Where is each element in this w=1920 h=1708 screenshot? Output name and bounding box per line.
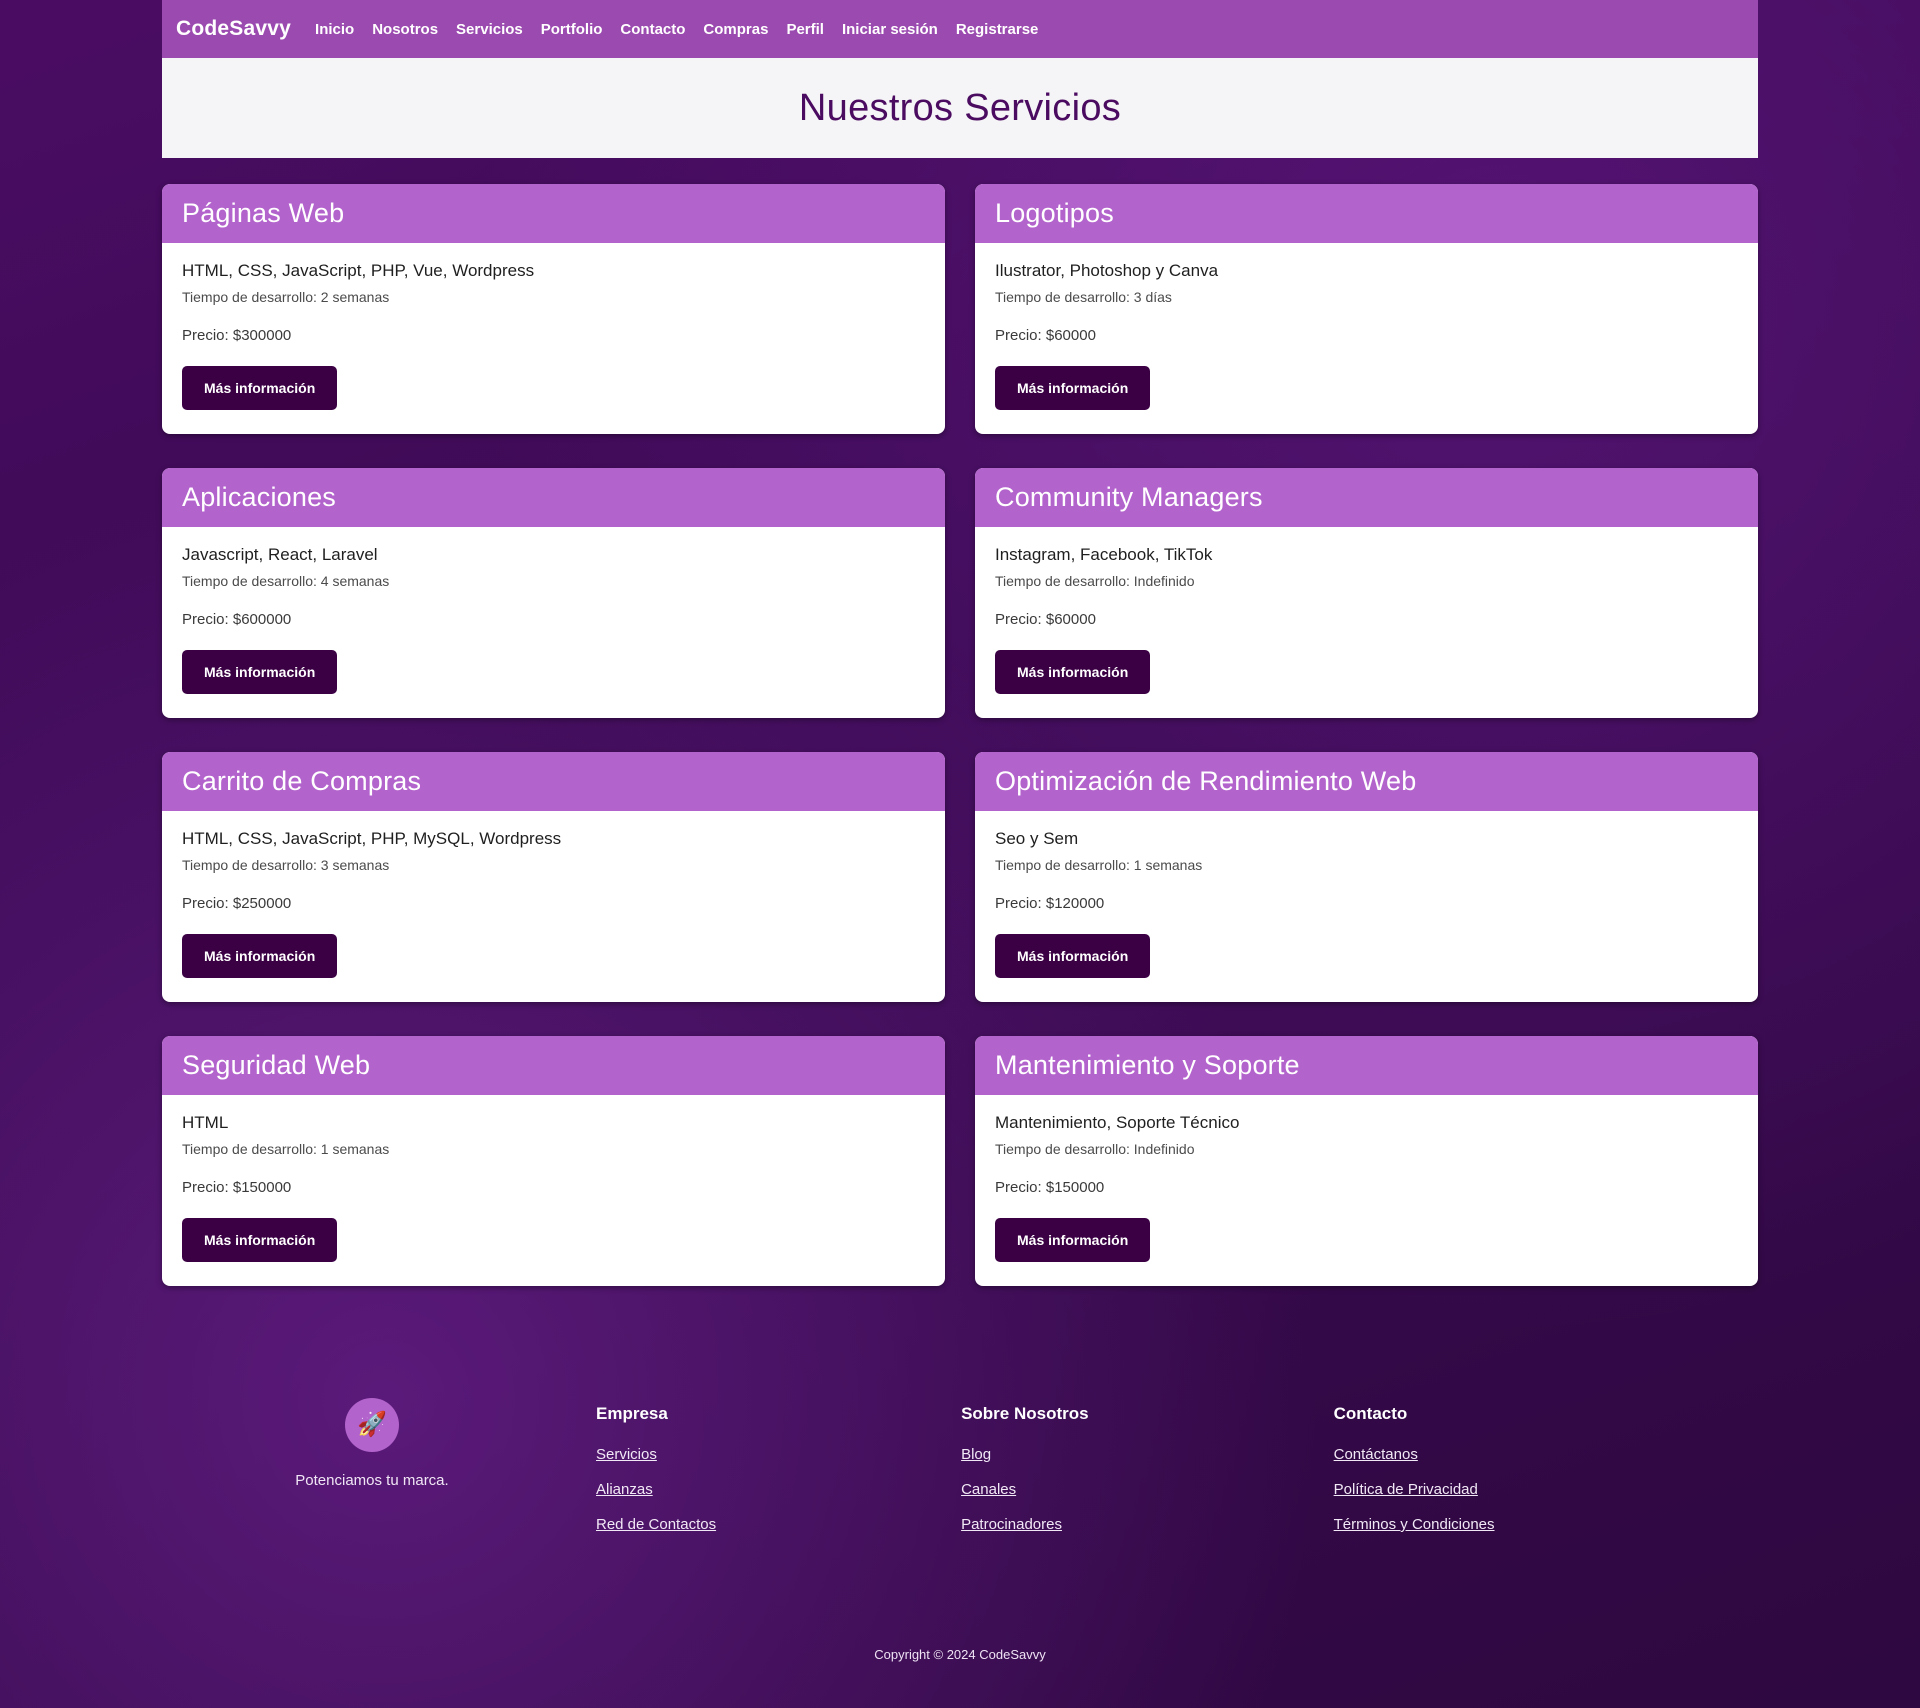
nav-item-compras[interactable]: Compras xyxy=(703,20,769,38)
site-footer xyxy=(0,1332,1920,1708)
service-card xyxy=(975,1036,1758,1286)
service-time: Tiempo de desarrollo: 3 semanas xyxy=(182,857,390,873)
copyright-text: Copyright © 2024 CodeSavvy xyxy=(874,1647,1046,1662)
service-card-body xyxy=(975,243,1758,434)
footer-link-contactanos[interactable]: Contáctanos xyxy=(1333,1446,1418,1463)
service-card-body xyxy=(162,527,945,718)
service-card-header xyxy=(975,184,1758,243)
more-info-button[interactable]: Más información xyxy=(182,650,337,694)
service-price: Precio: $300000 xyxy=(182,327,292,344)
service-card-body xyxy=(162,1095,945,1286)
nav-item-perfil[interactable]: Perfil xyxy=(786,20,824,38)
more-info-button[interactable]: Más información xyxy=(995,650,1150,694)
nav-item-iniciar-sesion[interactable]: Iniciar sesión xyxy=(841,20,938,38)
service-title: Páginas Web xyxy=(182,198,345,228)
more-info-button[interactable]: Más información xyxy=(182,366,337,410)
footer-column-contacto xyxy=(1334,1404,1495,1551)
service-card-header xyxy=(162,752,945,811)
service-card xyxy=(162,184,945,434)
service-card-body xyxy=(975,811,1758,1002)
rocket-icon xyxy=(345,1398,399,1452)
rocket-glyph: 🚀 xyxy=(357,1411,387,1438)
nav-item-servicios[interactable]: Servicios xyxy=(456,20,523,38)
service-card-header xyxy=(975,1036,1758,1095)
more-info-button[interactable]: Más información xyxy=(182,1218,337,1262)
nav-item-nosotros[interactable]: Nosotros xyxy=(372,20,439,38)
service-tech: HTML, CSS, JavaScript, PHP, MySQL, Wordpress xyxy=(182,829,562,848)
footer-column-sobre-nosotros xyxy=(961,1404,1089,1551)
more-info-button[interactable]: Más información xyxy=(995,934,1150,978)
more-info-button[interactable]: Más información xyxy=(995,366,1150,410)
service-time: Tiempo de desarrollo: 3 días xyxy=(995,289,1172,305)
nav-item-contacto[interactable]: Contacto xyxy=(620,20,686,38)
service-card-body xyxy=(162,243,945,434)
footer-link-red-de-contactos[interactable]: Red de Contactos xyxy=(596,1516,717,1533)
service-card xyxy=(975,468,1758,718)
footer-link-patrocinadores[interactable]: Patrocinadores xyxy=(961,1516,1062,1533)
service-title: Logotipos xyxy=(995,198,1114,228)
service-price: Precio: $250000 xyxy=(182,895,292,912)
service-title: Community Managers xyxy=(995,482,1263,512)
footer-tagline: Potenciamos tu marca. xyxy=(295,1472,449,1489)
service-price: Precio: $600000 xyxy=(182,611,292,628)
service-price: Precio: $150000 xyxy=(182,1179,292,1196)
service-tech: Ilustrator, Photoshop y Canva xyxy=(995,261,1219,280)
service-title: Seguridad Web xyxy=(182,1050,371,1080)
footer-column-heading: Empresa xyxy=(596,1404,668,1423)
service-time: Tiempo de desarrollo: Indefinido xyxy=(995,1141,1195,1157)
service-title: Carrito de Compras xyxy=(182,766,422,796)
service-time: Tiempo de desarrollo: 4 semanas xyxy=(182,573,390,589)
page-title-banner xyxy=(162,58,1758,158)
services-grid xyxy=(162,184,1758,1286)
service-card-body xyxy=(162,811,945,1002)
service-card-header xyxy=(162,184,945,243)
service-tech: HTML, CSS, JavaScript, PHP, Vue, Wordpress xyxy=(182,261,535,280)
service-card-body xyxy=(975,527,1758,718)
service-tech: Seo y Sem xyxy=(995,829,1079,848)
brand-logo[interactable]: CodeSavvy xyxy=(176,17,292,40)
more-info-button[interactable]: Más información xyxy=(995,1218,1150,1262)
service-card xyxy=(162,752,945,1002)
service-card xyxy=(162,468,945,718)
service-tech: Mantenimiento, Soporte Técnico xyxy=(995,1113,1240,1132)
service-title: Optimización de Rendimiento Web xyxy=(995,766,1417,796)
service-time: Tiempo de desarrollo: Indefinido xyxy=(995,573,1195,589)
footer-link-blog[interactable]: Blog xyxy=(961,1446,992,1463)
service-card-header xyxy=(975,752,1758,811)
service-price: Precio: $60000 xyxy=(995,327,1096,344)
footer-link-alianzas[interactable]: Alianzas xyxy=(596,1481,653,1498)
footer-content xyxy=(162,1382,1758,1551)
footer-brand xyxy=(162,1382,582,1489)
service-tech: HTML xyxy=(182,1113,229,1132)
service-time: Tiempo de desarrollo: 1 semanas xyxy=(182,1141,390,1157)
service-time: Tiempo de desarrollo: 2 semanas xyxy=(182,289,390,305)
service-card xyxy=(162,1036,945,1286)
service-title: Aplicaciones xyxy=(182,482,336,512)
footer-link-canales[interactable]: Canales xyxy=(961,1481,1017,1498)
nav-item-portfolio[interactable]: Portfolio xyxy=(540,20,603,38)
footer-column-heading: Sobre Nosotros xyxy=(961,1404,1089,1423)
service-card-header xyxy=(162,468,945,527)
main-navbar xyxy=(162,0,1758,58)
service-price: Precio: $120000 xyxy=(995,895,1105,912)
service-price: Precio: $60000 xyxy=(995,611,1096,628)
service-tech: Instagram, Facebook, TikTok xyxy=(995,545,1213,564)
footer-link-terminos-y-condiciones[interactable]: Términos y Condiciones xyxy=(1333,1516,1495,1533)
service-card xyxy=(975,184,1758,434)
footer-column-empresa xyxy=(596,1404,716,1551)
nav-item-registrarse[interactable]: Registrarse xyxy=(955,20,1039,38)
more-info-button[interactable]: Más información xyxy=(182,934,337,978)
service-time: Tiempo de desarrollo: 1 semanas xyxy=(995,857,1203,873)
service-card-header xyxy=(975,468,1758,527)
footer-link-columns xyxy=(582,1382,1495,1551)
footer-link-politica-de-privacidad[interactable]: Política de Privacidad xyxy=(1333,1481,1478,1498)
nav-item-inicio[interactable]: Inicio xyxy=(315,20,355,38)
page-title: Nuestros Servicios xyxy=(798,86,1122,129)
footer-column-heading: Contacto xyxy=(1333,1404,1408,1423)
service-card-header xyxy=(162,1036,945,1095)
service-tech: Javascript, React, Laravel xyxy=(182,545,378,564)
service-card xyxy=(975,752,1758,1002)
service-card-body xyxy=(975,1095,1758,1286)
service-price: Precio: $150000 xyxy=(995,1179,1105,1196)
service-title: Mantenimiento y Soporte xyxy=(995,1050,1300,1080)
footer-link-servicios[interactable]: Servicios xyxy=(596,1446,657,1463)
